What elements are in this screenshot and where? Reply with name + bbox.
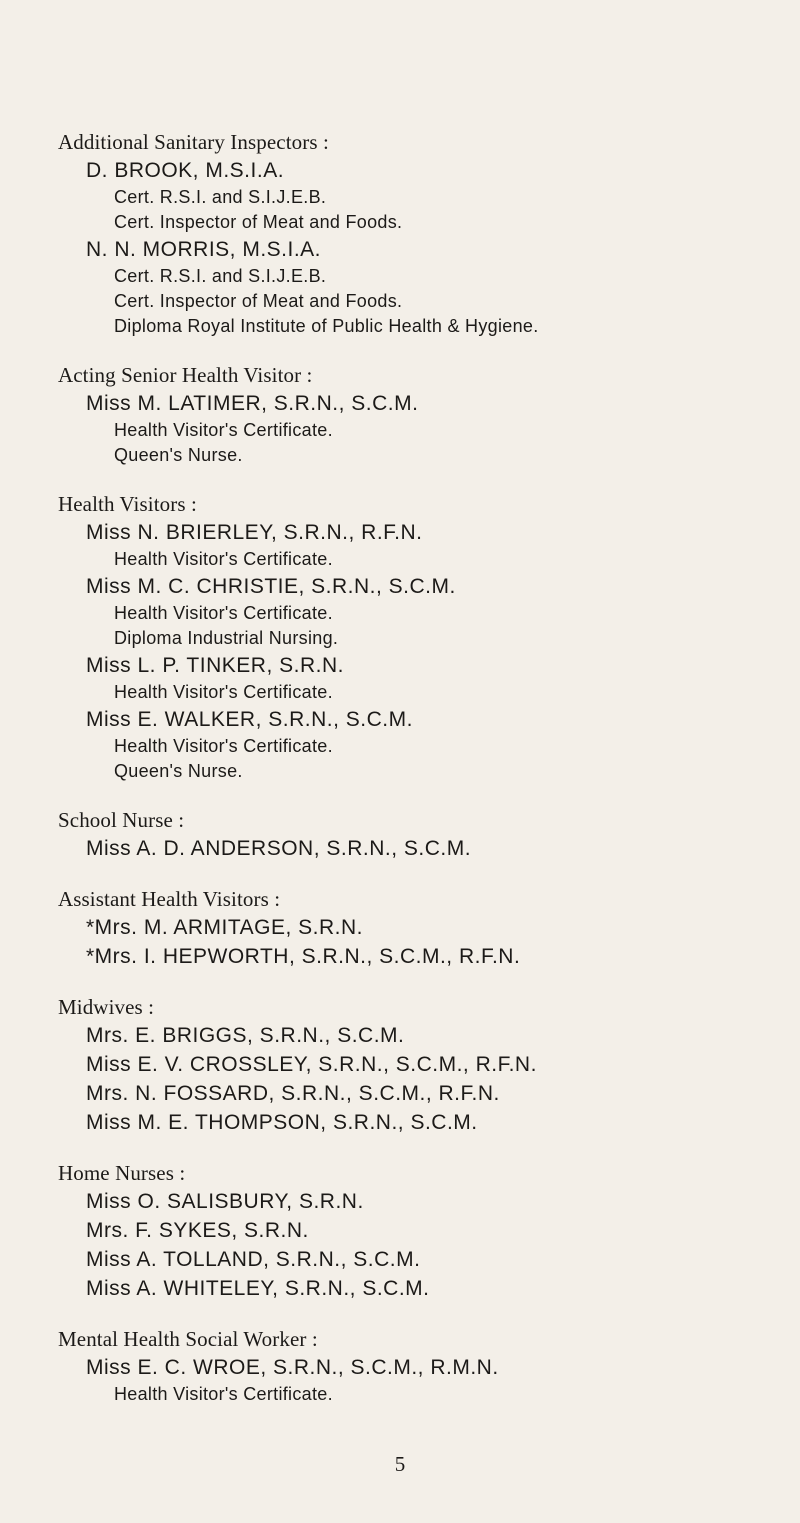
staff-entry <box>86 518 793 572</box>
staff-list <box>58 128 793 1429</box>
staff-entries <box>58 913 793 971</box>
staff-entry <box>86 913 793 942</box>
staff-name: Mrs. F. SYKES, S.R.N. <box>86 1219 309 1242</box>
staff-qualification: Health Visitor's Certificate. <box>114 1384 333 1404</box>
staff-entry <box>86 1079 793 1108</box>
staff-section <box>58 1325 793 1407</box>
staff-entries <box>58 1187 793 1303</box>
staff-entry <box>86 1021 793 1050</box>
staff-name: Miss A. WHITELEY, S.R.N., S.C.M. <box>86 1277 430 1300</box>
staff-qualification: Health Visitor's Certificate. <box>114 603 333 623</box>
staff-entries <box>58 518 793 784</box>
staff-name: Miss E. V. CROSSLEY, S.R.N., S.C.M., R.F.N. <box>86 1053 537 1076</box>
staff-entries <box>58 1021 793 1137</box>
staff-name: Miss A. TOLLAND, S.R.N., S.C.M. <box>86 1248 421 1271</box>
section-heading: Assistant Health Visitors : <box>58 887 281 911</box>
staff-entry <box>86 1108 793 1137</box>
staff-entry <box>86 1216 793 1245</box>
staff-name: Miss A. D. ANDERSON, S.R.N., S.C.M. <box>86 837 472 860</box>
staff-name: Miss M. E. THOMPSON, S.R.N., S.C.M. <box>86 1111 478 1134</box>
section-heading: Mental Health Social Worker : <box>58 1327 318 1351</box>
staff-qualification: Health Visitor's Certificate. <box>114 420 333 440</box>
staff-name: Miss M. LATIMER, S.R.N., S.C.M. <box>86 392 419 415</box>
staff-entry <box>86 1050 793 1079</box>
staff-entry <box>86 572 793 651</box>
staff-entries <box>58 389 793 468</box>
staff-entry <box>86 1245 793 1274</box>
staff-name: *Mrs. I. HEPWORTH, S.R.N., S.C.M., R.F.N. <box>86 945 521 968</box>
staff-section <box>58 490 793 784</box>
staff-name: N. N. MORRIS, M.S.I.A. <box>86 238 322 261</box>
staff-name: Mrs. E. BRIGGS, S.R.N., S.C.M. <box>86 1024 405 1047</box>
staff-section <box>58 361 793 468</box>
staff-section <box>58 806 793 863</box>
section-heading: Midwives : <box>58 995 155 1019</box>
staff-qualification: Health Visitor's Certificate. <box>114 549 333 569</box>
staff-qualification: Cert. R.S.I. and S.I.J.E.B. <box>114 266 327 286</box>
staff-entry <box>86 651 793 705</box>
staff-name: D. BROOK, M.S.I.A. <box>86 159 285 182</box>
staff-entry <box>86 834 793 863</box>
staff-entry <box>86 1353 793 1407</box>
staff-name: Miss M. C. CHRISTIE, S.R.N., S.C.M. <box>86 575 456 598</box>
staff-entry <box>86 942 793 971</box>
staff-name: *Mrs. M. ARMITAGE, S.R.N. <box>86 916 363 939</box>
staff-name: Miss E. C. WROE, S.R.N., S.C.M., R.M.N. <box>86 1356 499 1379</box>
staff-entry <box>86 1274 793 1303</box>
section-heading: Additional Sanitary Inspectors : <box>58 130 329 154</box>
staff-qualification: Diploma Royal Institute of Public Health & Hygiene. <box>114 316 539 336</box>
staff-name: Miss E. WALKER, S.R.N., S.C.M. <box>86 708 413 731</box>
staff-entries <box>58 156 793 339</box>
page-number: 5 <box>394 1452 406 1476</box>
staff-qualification: Cert. Inspector of Meat and Foods. <box>114 291 403 311</box>
staff-section <box>58 1159 793 1303</box>
staff-entries <box>58 834 793 863</box>
staff-section <box>58 128 793 339</box>
staff-section <box>58 885 793 971</box>
staff-entry <box>86 705 793 784</box>
staff-qualification: Health Visitor's Certificate. <box>114 682 333 702</box>
staff-entry <box>86 235 793 339</box>
staff-name: Mrs. N. FOSSARD, S.R.N., S.C.M., R.F.N. <box>86 1082 500 1105</box>
staff-qualification: Cert. Inspector of Meat and Foods. <box>114 212 403 232</box>
section-heading: School Nurse : <box>58 808 185 832</box>
staff-entry <box>86 1187 793 1216</box>
staff-name: Miss N. BRIERLEY, S.R.N., R.F.N. <box>86 521 423 544</box>
staff-name: Miss L. P. TINKER, S.R.N. <box>86 654 344 677</box>
staff-qualification: Diploma Industrial Nursing. <box>114 628 339 648</box>
section-heading: Acting Senior Health Visitor : <box>58 363 313 387</box>
staff-entries <box>58 1353 793 1407</box>
section-heading: Home Nurses : <box>58 1161 186 1185</box>
staff-entry <box>86 156 793 235</box>
staff-entry <box>86 389 793 468</box>
staff-section <box>58 993 793 1137</box>
staff-name: Miss O. SALISBURY, S.R.N. <box>86 1190 364 1213</box>
staff-qualification: Queen's Nurse. <box>114 761 243 781</box>
staff-qualification: Cert. R.S.I. and S.I.J.E.B. <box>114 187 327 207</box>
staff-qualification: Health Visitor's Certificate. <box>114 736 333 756</box>
staff-qualification: Queen's Nurse. <box>114 445 243 465</box>
section-heading: Health Visitors : <box>58 492 197 516</box>
